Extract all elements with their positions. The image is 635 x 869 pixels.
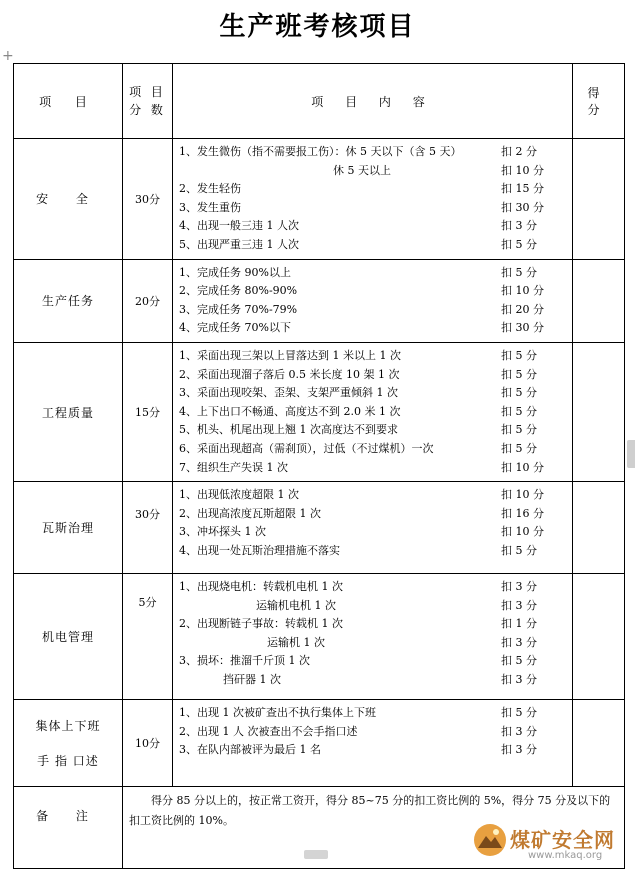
score-cell: 20分 — [123, 259, 173, 342]
item-deduction: 扣 10 分 — [501, 284, 544, 298]
category-label: 生产任务 — [41, 294, 94, 309]
list-item — [179, 264, 568, 283]
category-cell — [14, 700, 123, 787]
result-cell[interactable] — [573, 700, 625, 787]
list-item — [179, 486, 568, 505]
content-cell — [173, 342, 573, 481]
list-item — [179, 634, 568, 653]
category-cell — [14, 139, 123, 260]
item-deduction: 扣 5 分 — [501, 706, 537, 720]
content-cell — [173, 259, 573, 342]
header-content: 项 目 内 容 — [173, 64, 573, 139]
list-item — [179, 347, 568, 366]
category-cell — [14, 342, 123, 481]
content-cell — [173, 482, 573, 574]
site-watermark — [470, 820, 630, 864]
item-deduction: 扣 5 分 — [501, 423, 537, 437]
list-item — [179, 505, 568, 524]
item-deduction: 扣 15 分 — [501, 182, 544, 196]
list-item — [179, 459, 568, 478]
table-row — [14, 139, 625, 260]
item-text: 1、出现烧电机：转载机电机 1 次 — [179, 580, 343, 594]
item-deduction: 扣 5 分 — [501, 348, 537, 362]
item-deduction: 扣 5 分 — [501, 265, 537, 279]
item-deduction: 扣 10 分 — [501, 460, 544, 474]
item-deduction: 扣 5 分 — [501, 404, 537, 418]
result-cell[interactable] — [573, 139, 625, 260]
item-text: 1、采面出现三架以上冒落达到 1 米以上 1 次 — [179, 348, 401, 362]
list-item — [179, 578, 568, 597]
category-cell — [14, 574, 123, 700]
result-cell[interactable] — [573, 342, 625, 481]
item-deduction: 扣 5 分 — [501, 367, 537, 381]
score-cell: 30分 — [123, 139, 173, 260]
table-row — [14, 342, 625, 481]
item-deduction: 扣 10 分 — [501, 488, 544, 502]
watermark-logo-icon — [472, 822, 508, 858]
category-label-line2: 手 指 口述 — [37, 754, 99, 769]
item-deduction: 扣 5 分 — [501, 543, 537, 557]
item-deduction: 扣 5 分 — [501, 386, 537, 400]
item-text: 3、采面出现咬架、歪架、支架严重倾斜 1 次 — [179, 386, 398, 400]
list-item — [179, 180, 568, 199]
item-deduction: 扣 3 分 — [501, 598, 537, 612]
list-item — [179, 301, 568, 320]
item-deduction: 扣 30 分 — [501, 200, 544, 214]
remark-label: 备 注 — [14, 787, 123, 869]
item-text: 2、出现断链子事故：转载机 1 次 — [179, 617, 343, 631]
item-text: 6、采面出现超高（需刹顶），过低（不过煤机）一次 — [179, 441, 434, 455]
category-label: 工程质量 — [41, 405, 94, 420]
item-text: 2、出现高浓度瓦斯超限 1 次 — [179, 506, 321, 520]
list-item — [179, 704, 568, 723]
result-cell[interactable] — [573, 482, 625, 574]
item-text: 1、出现低浓度超限 1 次 — [179, 488, 299, 502]
item-deduction: 扣 5 分 — [501, 654, 537, 668]
list-item — [179, 143, 568, 162]
item-text: 1、完成任务 90%以上 — [179, 265, 291, 279]
item-text: 3、完成任务 70%-79% — [179, 302, 298, 316]
item-deduction: 扣 5 分 — [501, 441, 537, 455]
content-cell — [173, 139, 573, 260]
table-row — [14, 482, 625, 574]
list-item — [179, 615, 568, 634]
list-item — [179, 162, 568, 181]
list-item — [179, 421, 568, 440]
list-item — [179, 671, 568, 690]
item-text: 4、出现一处瓦斯治理措施不落实 — [179, 543, 340, 557]
list-item — [179, 366, 568, 385]
item-text: 1、发生微伤（指不需要报工伤）：休 5 天以下（含 5 天） — [179, 145, 462, 158]
item-text: 7、组织生产失误 1 次 — [179, 460, 288, 474]
page-title: 生产班考核项目 — [219, 12, 416, 42]
list-item — [179, 236, 568, 255]
result-cell[interactable] — [573, 259, 625, 342]
header-score-line1: 项 目 — [129, 85, 166, 99]
score-cell: 10分 — [123, 700, 173, 787]
item-text: 4、出现一般三违 1 人次 — [179, 219, 299, 233]
item-deduction: 扣 3 分 — [501, 580, 537, 594]
category-label: 安 全 — [36, 192, 100, 207]
score-cell: 30分 — [123, 482, 173, 574]
watermark-text: 煤矿安全网 — [510, 828, 615, 852]
item-deduction: 扣 10 分 — [501, 525, 544, 539]
item-deduction: 扣 3 分 — [501, 743, 537, 757]
item-deduction: 扣 1 分 — [501, 617, 537, 631]
item-text: 5、机头、机尾出现上翘 1 次高度达不到要求 — [179, 423, 398, 437]
result-cell[interactable] — [573, 574, 625, 700]
assessment-table — [13, 63, 625, 869]
list-item — [179, 403, 568, 422]
content-cell — [173, 700, 573, 787]
table-row — [14, 700, 625, 787]
table-row — [14, 574, 625, 700]
list-item — [179, 440, 568, 459]
item-deduction: 扣 3 分 — [501, 219, 537, 233]
item-deduction: 扣 5 分 — [501, 237, 537, 251]
list-item — [179, 723, 568, 742]
item-deduction: 扣 10 分 — [501, 163, 544, 177]
header-item: 项 目 — [14, 64, 123, 139]
category-cell — [14, 482, 123, 574]
item-text: 5、出现严重三违 1 人次 — [179, 237, 299, 251]
item-text: 3、冲坏探头 1 次 — [179, 525, 266, 539]
list-item — [179, 282, 568, 301]
list-item — [179, 741, 568, 760]
table-row — [14, 259, 625, 342]
table-header-row — [14, 64, 625, 139]
item-deduction: 扣 2 分 — [501, 145, 537, 158]
score-cell: 15分 — [123, 342, 173, 481]
category-label: 机电管理 — [41, 630, 94, 645]
list-item — [179, 217, 568, 236]
list-item — [179, 384, 568, 403]
item-deduction: 扣 3 分 — [501, 673, 537, 687]
item-text: 4、完成任务 70%以下 — [179, 321, 291, 335]
side-scroll-handle[interactable] — [627, 440, 635, 468]
item-deduction: 扣 30 分 — [501, 321, 544, 335]
item-text: 4、上下出口不畅通、高度达不到 2.0 米 1 次 — [179, 404, 401, 418]
watermark-url: www.mkaq.org — [528, 850, 603, 861]
list-item — [179, 319, 568, 338]
item-text: 2、完成任务 80%-90% — [179, 284, 298, 298]
content-cell — [173, 574, 573, 700]
score-cell: 5分 — [123, 574, 173, 700]
header-score-line2: 分 数 — [129, 103, 166, 117]
header-result: 得 分 — [573, 64, 625, 139]
list-item — [179, 652, 568, 671]
list-item — [179, 542, 568, 561]
category-label: 集体上下班 — [35, 719, 101, 734]
list-item — [179, 199, 568, 218]
list-item — [179, 597, 568, 616]
item-text: 3、损坏：推溜千斤顶 1 次 — [179, 654, 310, 668]
table-move-handle-icon[interactable]: + — [2, 48, 14, 64]
item-text: 3、发生重伤 — [179, 200, 241, 214]
remark-text: 得分 85 分以上的，按正常工资开，得分 85~75 分的扣工资比例的 5%，得分 75 分及以下的扣工资比例的 10%。 — [123, 787, 625, 869]
item-text: 2、采面出现溜子落后 0.5 米长度 10 架 1 次 — [179, 367, 400, 381]
item-text: 运输机电机 1 次 — [179, 598, 336, 612]
item-text: 休 5 天以上 — [179, 163, 391, 177]
category-label: 瓦斯治理 — [41, 521, 94, 536]
item-text: 运输机 1 次 — [179, 635, 325, 649]
item-deduction: 扣 16 分 — [501, 506, 544, 520]
item-text: 3、在队内部被评为最后 1 名 — [179, 743, 321, 757]
item-text: 挡矸器 1 次 — [179, 673, 281, 687]
category-cell — [14, 259, 123, 342]
item-text: 2、发生轻伤 — [179, 182, 241, 196]
item-deduction: 扣 3 分 — [501, 724, 537, 738]
item-text: 1、出现 1 次被矿查出不执行集体上下班 — [179, 706, 376, 720]
item-text: 2、出现 1 人 次被查出不会手指口述 — [179, 724, 358, 738]
item-deduction: 扣 20 分 — [501, 302, 544, 316]
list-item — [179, 523, 568, 542]
item-deduction: 扣 3 分 — [501, 635, 537, 649]
header-score — [123, 64, 173, 139]
